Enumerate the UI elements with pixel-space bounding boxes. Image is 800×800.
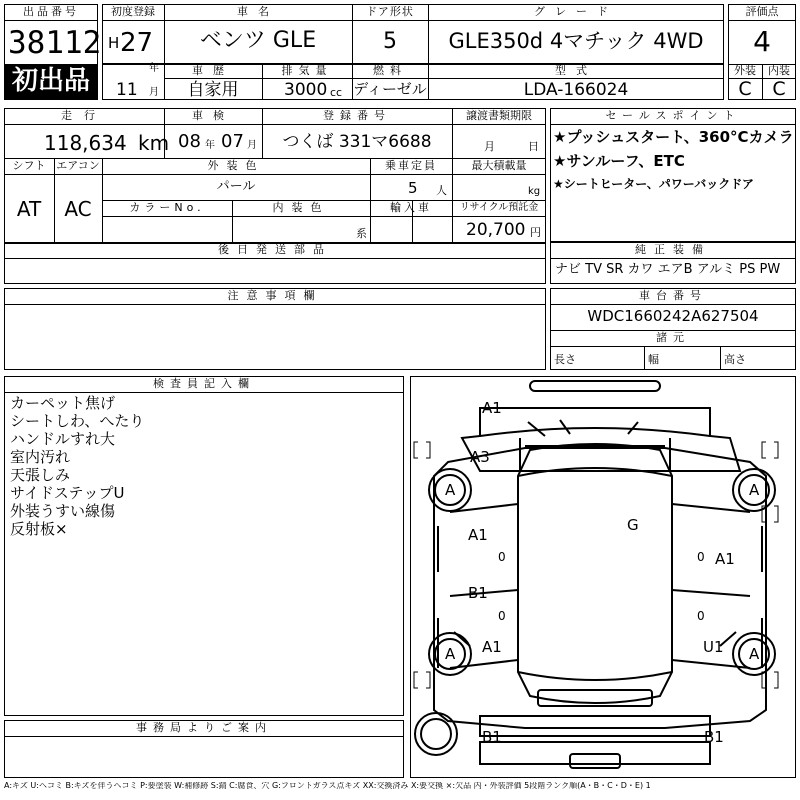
mark-glass: G <box>627 516 639 534</box>
mark-zero-left-1: 0 <box>498 550 506 564</box>
mark-right-door: A1 <box>715 550 735 568</box>
displacement: 3000 <box>284 80 328 100</box>
year-unit: 年 <box>149 63 159 74</box>
inspector-line-1: カーペット焦げ <box>10 394 116 412</box>
ac-label: エアコン <box>56 159 100 172</box>
inspector-line-5: 天張しみ <box>10 466 71 484</box>
inspector-line-3: ハンドルすれ大 <box>10 430 116 448</box>
capacity-label: 乗車定員 <box>385 159 437 172</box>
inspector-line-4: 室内汚れ <box>10 448 71 466</box>
sales-point-2: ★サンルーフ、ETC <box>553 152 685 170</box>
inspector-line-6: サイドステップU <box>10 484 125 502</box>
car-diagram <box>410 376 796 778</box>
mark-rear-left: B1 <box>482 728 502 746</box>
import-label: 輸入車 <box>390 201 432 214</box>
insp-month-unit: 月 <box>247 140 257 151</box>
shift-label: シフト <box>12 159 46 172</box>
sales-point-1: ★プッシュスタート、360°Cカメラ <box>553 128 794 146</box>
mark-tire-rr: A <box>749 645 760 663</box>
insp-month: 07 <box>221 131 244 152</box>
int-grade-label: 内装 <box>768 64 790 77</box>
reg-year: 27 <box>120 28 154 58</box>
mark-zero-right-2: 0 <box>697 609 705 623</box>
insp-year-unit: 年 <box>205 140 215 151</box>
grade: GLE350d 4マチック 4WD <box>448 29 704 53</box>
mark-zero-right-1: 0 <box>697 550 705 564</box>
grade-label: グレード <box>534 5 618 18</box>
mileage-label: 走行 <box>61 109 107 122</box>
fuel-label: 燃料 <box>373 64 407 77</box>
era: H <box>108 34 120 52</box>
recycle: 20,700 <box>466 220 526 240</box>
spec-length: 長さ <box>554 353 576 366</box>
history: 自家用 <box>187 80 239 100</box>
mark-zero-left-2: 0 <box>498 609 506 623</box>
equipment-value: ナビ TV SR カワ エアB アルミ PS PW <box>555 262 781 277</box>
interior-color-suffix: 系 <box>356 227 367 240</box>
doors: 5 <box>383 29 397 54</box>
office-label: 事務局よりご案内 <box>136 721 272 734</box>
capacity-unit: 人 <box>436 184 447 197</box>
spec-width: 幅 <box>648 353 659 366</box>
interior-color-label: 内装色 <box>272 201 330 214</box>
recycle-label: リサイクル預託金 <box>459 202 539 213</box>
displacement-unit: cc <box>330 86 343 99</box>
mark-front: A1 <box>482 399 502 417</box>
mark-left-front-door: A1 <box>468 526 488 544</box>
displacement-label: 排気量 <box>281 64 333 77</box>
mark-tire-rl: A <box>445 645 456 663</box>
lot-label: 出品番号 <box>23 5 79 18</box>
history-label: 車歴 <box>192 64 234 77</box>
car-name: ベンツ GLE <box>199 28 317 53</box>
mark-left-rear-door: B1 <box>468 584 488 602</box>
mark-rear-right: B1 <box>704 728 724 746</box>
shift: AT <box>16 197 42 221</box>
chassis-label: 車台番号 <box>639 289 707 302</box>
mark-tire-fl: A <box>445 481 456 499</box>
notes-label: 注意事項欄 <box>227 289 323 302</box>
transfer-month-unit: 月 <box>484 140 495 153</box>
load-label: 最大積載量 <box>471 159 527 172</box>
insp-year: 08 <box>178 131 201 152</box>
mileage-unit: km <box>138 131 170 155</box>
legend: A:キズ U:ヘコミ B:キズを伴うヘコミ P:要塗装 W:補修跡 S:錆 C:腐食、穴 G:フロントガラス点キズ XX:交換済み X:要交換 ×:欠品 内・外装評価 5段階ランク順(A・B・C・D・E) 1 <box>4 782 651 790</box>
inspector-line-7: 外装うすい線傷 <box>10 502 116 520</box>
model-code: LDA-166024 <box>523 80 629 100</box>
mileage: 118,634 <box>44 131 127 155</box>
ext-grade-label: 外装 <box>734 64 756 77</box>
reg-label: 初度登録 <box>111 5 155 18</box>
inspection-label: 車検 <box>192 109 234 122</box>
load-unit: kg <box>528 186 541 197</box>
score: 4 <box>753 25 771 58</box>
door-label: ドア形状 <box>366 5 414 18</box>
color: パール <box>216 179 256 194</box>
model-code-label: 型式 <box>555 64 597 77</box>
car-name-label: 車名 <box>237 5 279 18</box>
ac: AC <box>64 197 92 221</box>
inspector-line-2: シートしわ、へたり <box>10 412 145 430</box>
mark-right-rear: U1 <box>703 638 724 656</box>
capacity: 5 <box>408 179 418 197</box>
inspector-label: 検査員記入欄 <box>153 377 255 390</box>
info-box <box>4 108 546 244</box>
inspector-line-8: 反射板× <box>10 520 68 538</box>
reg-no: つくば 331マ6688 <box>282 132 432 152</box>
recycle-unit: 円 <box>530 226 541 239</box>
spec-height: 高さ <box>724 353 746 366</box>
transfer-label: 譲渡書類期限 <box>466 109 532 122</box>
color-no-label: カラーNo. <box>129 201 205 214</box>
sales-points-label: セールスポイント <box>605 109 741 122</box>
month-unit: 月 <box>149 87 159 98</box>
score-label: 評価点 <box>745 5 779 18</box>
color-label: 外装色 <box>207 159 265 172</box>
sales-point-3: ★シートヒーター、パワーバックドア <box>553 177 754 191</box>
mark-front-left: A3 <box>470 448 490 466</box>
first-listing-text: 初出品 <box>11 66 90 96</box>
chassis-value: WDC1660242A627504 <box>587 307 759 325</box>
ext-grade: C <box>738 78 752 100</box>
equipment-label: 純正装備 <box>635 243 711 256</box>
transfer-day-unit: 日 <box>528 140 539 153</box>
mark-left-rear: A1 <box>482 638 502 656</box>
specs-label: 諸元 <box>656 331 690 344</box>
reg-no-label: 登録番号 <box>323 109 391 122</box>
reg-month: 11 <box>116 80 138 100</box>
fuel: ディーゼル <box>353 80 427 98</box>
int-grade: C <box>772 78 786 100</box>
mark-tire-fr: A <box>749 481 760 499</box>
lot-number: 38112 <box>8 25 102 61</box>
later-parts-label: 後日発送部品 <box>218 243 332 256</box>
